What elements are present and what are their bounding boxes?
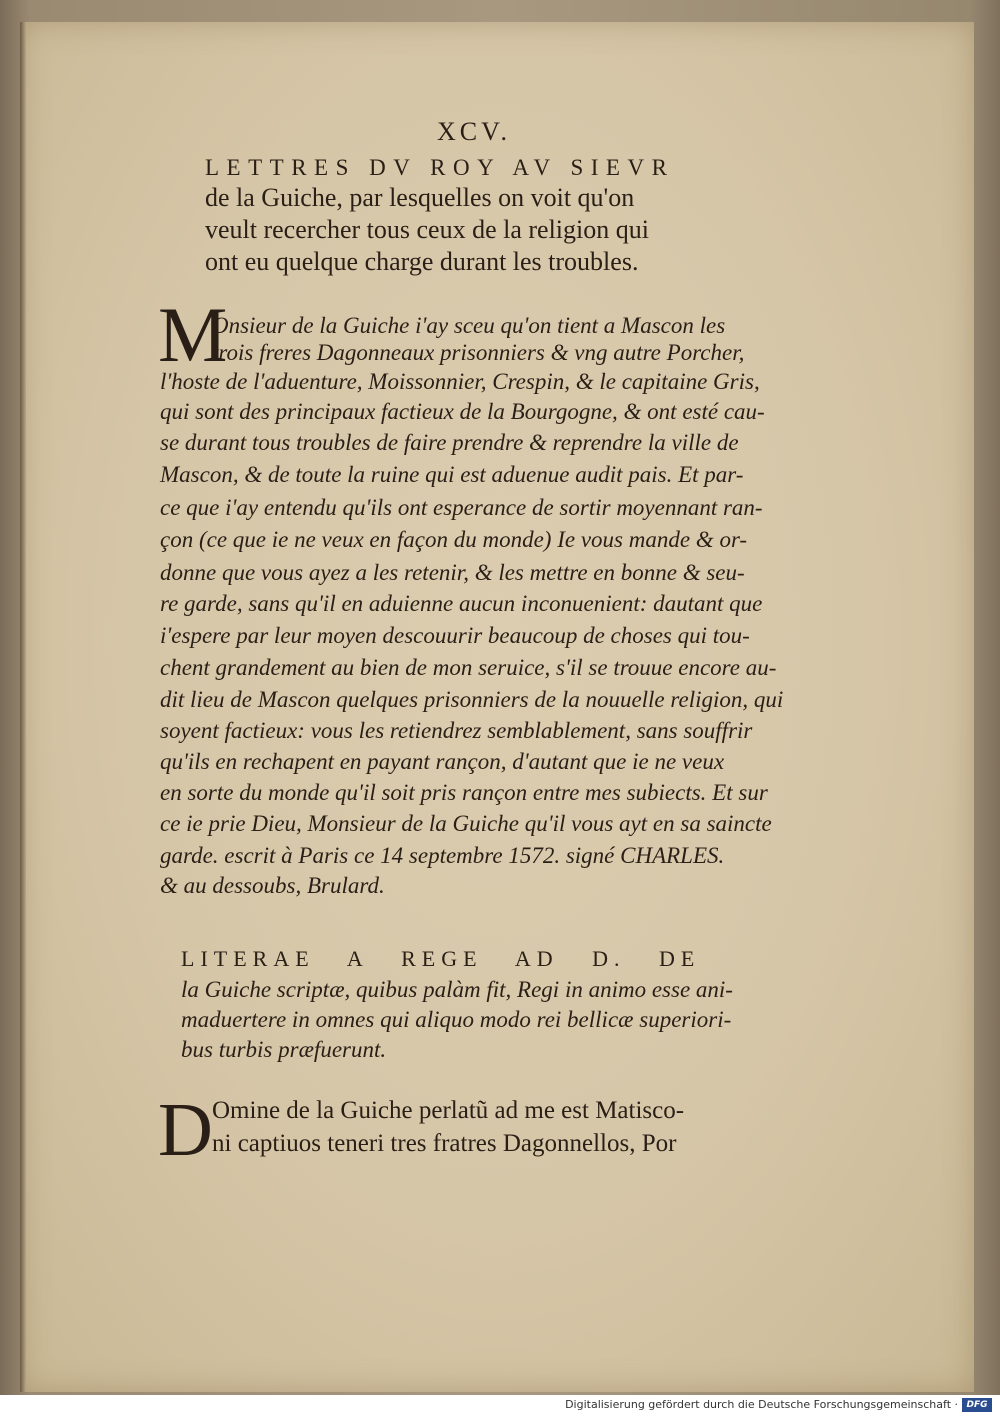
french-letter-line: trois freres Dagonneaux prisonniers & vng autre Porcher, [212, 340, 745, 365]
page-gutter [20, 22, 26, 1392]
french-letter-line: dit lieu de Mascon quelques prisonniers de la nouuelle religion, qui [160, 687, 784, 712]
french-letter-line: donne que vous ayez a les retenir, & les mettre en bonne & seu- [160, 560, 745, 585]
latin-heading-line: bus turbis præfuerunt. [181, 1037, 387, 1062]
french-letter-line: se durant tous troubles de faire prendre & reprendre la ville de [160, 430, 739, 455]
french-letter-line: ce que i'ay entendu qu'ils ont esperance de sortir moyennant ran- [160, 495, 763, 520]
folio-number: XCV. [437, 117, 512, 146]
french-letter-line: qui sont des principaux factieux de la Bourgogne, & ont esté cau- [160, 399, 765, 424]
digitization-footer [0, 1395, 1000, 1416]
french-heading-line: ont eu quelque charge durant les troubles. [205, 247, 639, 276]
latin-dropcap: D [158, 1088, 213, 1172]
footer-credit: Digitalisierung gefördert durch die Deutsche Forschungsgemeinschaft · [565, 1398, 958, 1411]
french-letter-line: i'espere par leur moyen descouurir beaucoup de choses qui tou- [160, 623, 750, 648]
french-letter-line: çon (ce que ie ne veux en façon du monde) Ie vous mande & or- [160, 527, 748, 552]
french-letter-line: ce ie prie Dieu, Monsieur de la Guiche qu'il vous ayt en sa saincte [160, 811, 772, 836]
french-heading-line: de la Guiche, par lesquelles on voit qu'on [205, 183, 635, 212]
french-heading-caps: LETTRES DV ROY AV SIEVR [205, 155, 675, 180]
latin-heading-line: maduertere in omnes qui aliquo modo rei bellicæ superiori- [181, 1007, 732, 1032]
latin-letter-line: Omine de la Guiche perlatũ ad me est Matisco- [212, 1097, 685, 1124]
french-letter-line: soyent factieux: vous les retiendrez semblablement, sans souffrir [160, 718, 753, 743]
latin-heading-line: la Guiche scriptæ, quibus palàm fit, Regi in animo esse ani- [181, 977, 733, 1002]
latin-letter-line: ni captiuos teneri tres fratres Dagonnellos, Por [212, 1130, 677, 1157]
french-letter-line: chent grandement au bien de mon seruice, s'il se trouue encore au- [160, 655, 777, 680]
french-dropcap: M [158, 291, 228, 378]
french-letter-line: Mascon, & de toute la ruine qui est aduenue audit pais. Et par- [160, 462, 744, 487]
french-letter-line: & au dessoubs, Brulard. [160, 873, 385, 898]
french-letter-line: re garde, sans qu'il en aduienne aucun inconuenient: dautant que [160, 591, 763, 616]
french-letter-line: garde. escrit à Paris ce 14 septembre 1572. signé CHARLES. [160, 843, 725, 868]
latin-heading-caps: LITERAE A REGE AD D. DE [181, 946, 701, 971]
french-letter-line: l'hoste de l'aduenture, Moissonnier, Crespin, & le capitaine Gris, [160, 369, 760, 394]
french-letter-line: en sorte du monde qu'il soit pris rançon entre mes subiects. Et sur [160, 780, 768, 805]
french-letter-line: qu'ils en rechapent en payant rançon, d'autant que ie ne veux [160, 749, 725, 774]
french-heading-line: veult recercher tous ceux de la religion qui [205, 215, 649, 244]
dfg-logo: DFG [962, 1398, 992, 1412]
french-letter-line: Onsieur de la Guiche i'ay sceu qu'on tient a Mascon les [212, 313, 726, 338]
